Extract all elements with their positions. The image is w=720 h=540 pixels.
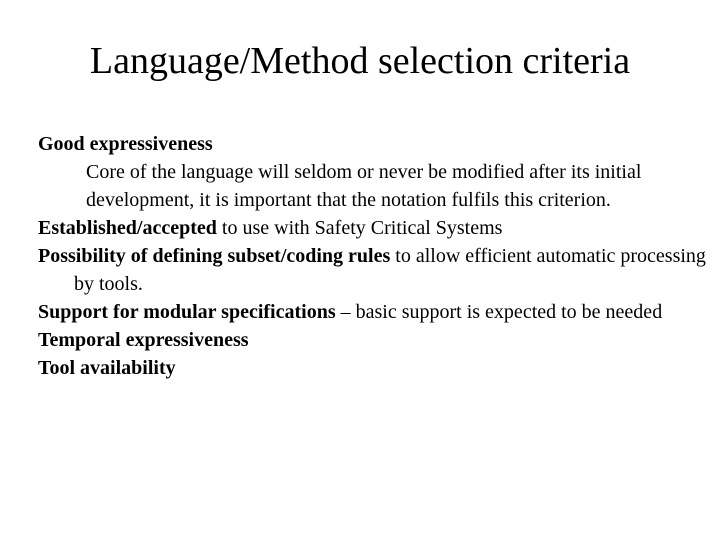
- criterion-subset-coding-rules: [38, 242, 708, 298]
- criterion-heading: Support for modular specifications: [38, 301, 336, 323]
- criteria-list: [38, 130, 708, 382]
- criterion-heading: Established/accepted: [38, 217, 217, 239]
- criterion-heading: Good expressiveness: [38, 133, 213, 155]
- criterion-text: – basic support is expected to be needed: [335, 301, 663, 323]
- criterion-heading: Temporal expressiveness: [38, 329, 249, 351]
- criterion-text: to allow efficient automatic processing by tools.: [74, 245, 706, 295]
- criterion-text: to use with Safety Critical Systems: [216, 217, 503, 239]
- criterion-tool-availability: [38, 354, 708, 382]
- slide-title: Language/Method selection criteria: [89, 40, 631, 82]
- criterion-heading: Possibility of defining subset/coding rules: [38, 245, 391, 267]
- criterion-modular-specifications: [38, 298, 708, 326]
- criterion-temporal-expressiveness: [38, 326, 708, 354]
- criterion-good-expressiveness: [38, 130, 708, 158]
- criterion-established: [38, 214, 708, 242]
- criterion-detail: Core of the language will seldom or never be modified after its initial development, it is important that the notation fulfils this criterion.: [86, 161, 642, 211]
- criterion-heading: Tool availability: [38, 357, 176, 379]
